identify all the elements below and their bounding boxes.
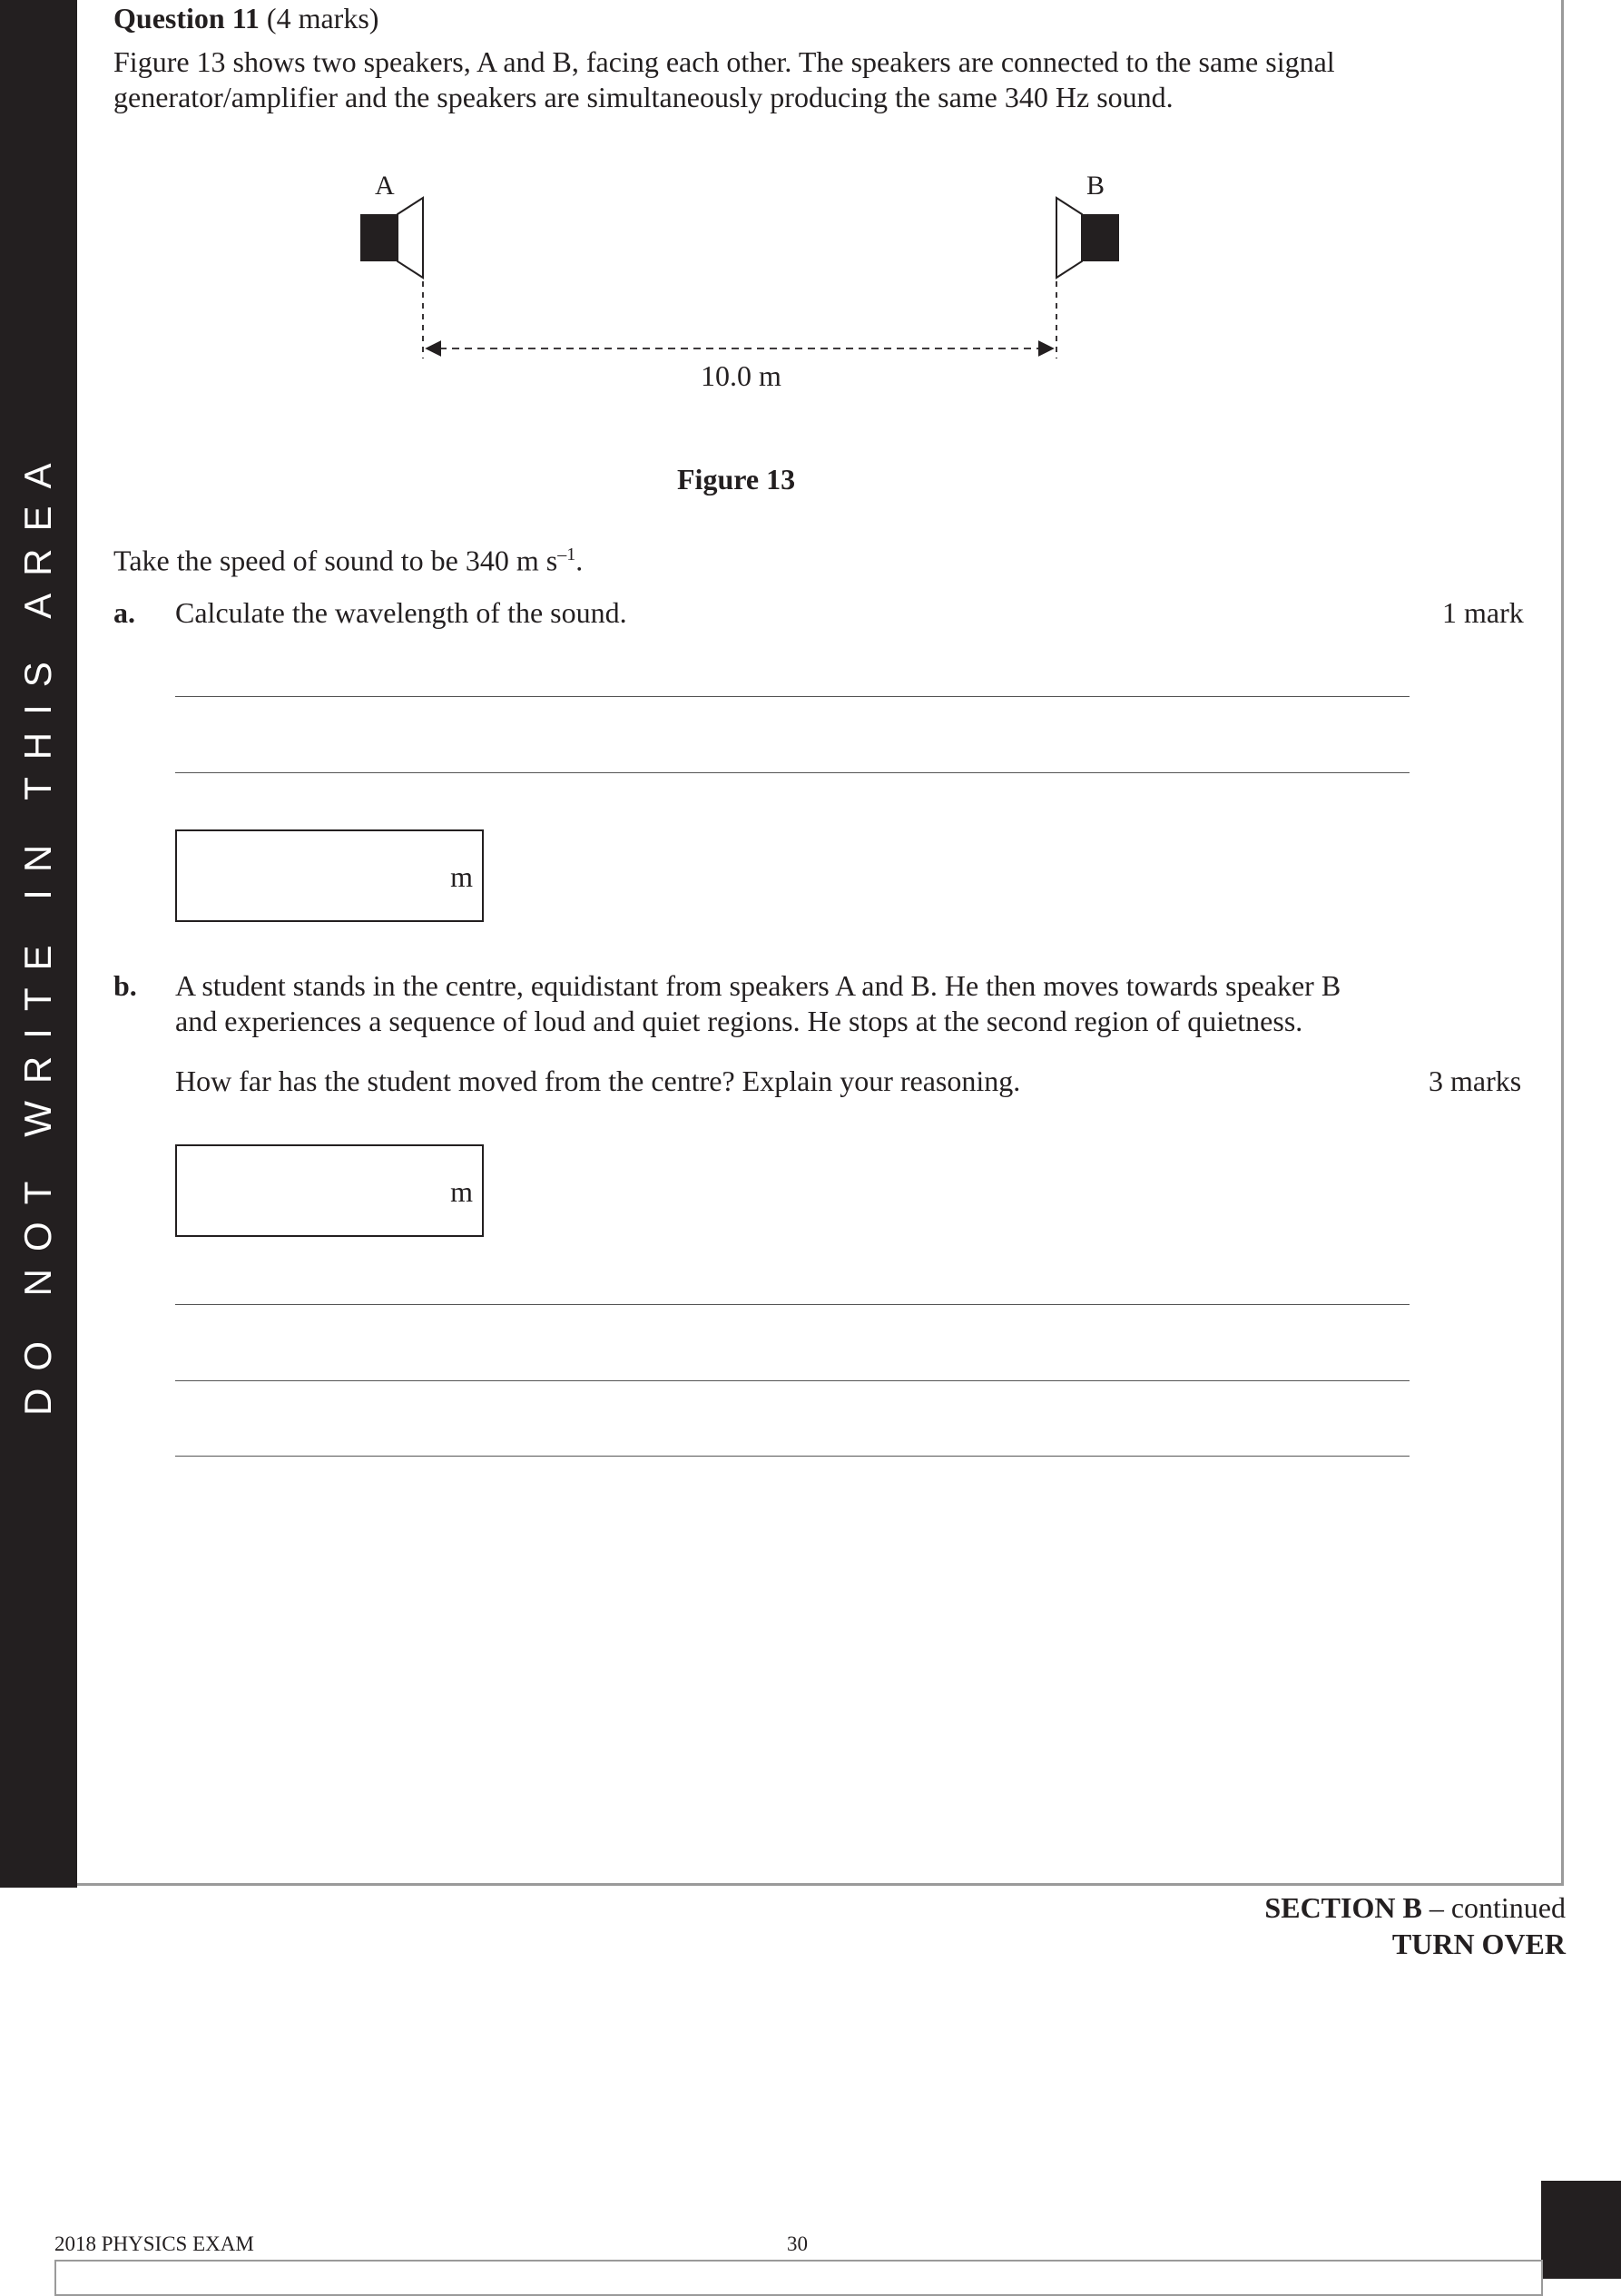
figure-caption: Figure 13 xyxy=(677,463,796,496)
speed-text: Take the speed of sound to be 340 m s xyxy=(113,544,558,577)
speaker-a-label: A xyxy=(375,171,395,201)
part-b-working-line-1[interactable] xyxy=(175,1304,1410,1305)
part-a-label: a. xyxy=(113,596,135,629)
question-intro-line1: Figure 13 shows two speakers, A and B, facing each other. The speakers are connected to the same signal xyxy=(113,45,1335,78)
corner-black-block xyxy=(1541,2181,1621,2279)
speaker-b-icon xyxy=(1056,198,1119,278)
two-speakers-diagram xyxy=(345,182,1144,372)
part-b-answer-box[interactable] xyxy=(175,1144,484,1237)
speed-statement xyxy=(113,536,583,579)
part-b-label: b. xyxy=(113,969,137,1002)
part-a-working-line-2[interactable] xyxy=(175,772,1410,773)
footer-frame xyxy=(54,2260,1543,2296)
question-heading xyxy=(113,0,378,36)
part-a-marks: 1 mark xyxy=(1442,596,1524,629)
speed-exponent: –1 xyxy=(557,545,576,564)
speaker-b-label: B xyxy=(1086,171,1105,201)
question-marks: (4 marks) xyxy=(266,2,379,34)
footer-exam-name: 2018 PHYSICS EXAM xyxy=(54,2232,254,2255)
question-intro-line2: generator/amplifier and the speakers are simultaneously producing the same 340 Hz sound. xyxy=(113,81,1174,113)
section-name: SECTION B xyxy=(1264,1891,1422,1924)
section-continued xyxy=(1264,1889,1566,1926)
do-not-write-banner: DO NOT WRITE IN THIS AREA xyxy=(16,446,59,1416)
part-a-question: Calculate the wavelength of the sound. xyxy=(175,596,627,629)
part-a-working-line-1[interactable] xyxy=(175,696,1410,697)
speaker-a-icon xyxy=(360,198,423,278)
part-b-marks: 3 marks xyxy=(1429,1065,1522,1097)
turn-over: TURN OVER xyxy=(1391,1928,1566,1960)
part-b-line1: A student stands in the centre, equidistant from speakers A and B. He then moves towards speaker B xyxy=(175,969,1341,1002)
part-b-working-line-3[interactable] xyxy=(175,1456,1410,1457)
continued-suffix: – continued xyxy=(1421,1891,1566,1924)
part-b-question: How far has the student moved from the centre? Explain your reasoning. xyxy=(175,1065,1021,1097)
distance-label: 10.0 m xyxy=(701,359,781,392)
footer-page-number: 30 xyxy=(787,2232,808,2255)
part-b-unit: m xyxy=(450,1175,473,1208)
part-b-line2: and experiences a sequence of loud and quiet regions. He stops at the second region of quietness. xyxy=(175,1005,1303,1037)
speed-period: . xyxy=(575,544,584,577)
part-a-unit: m xyxy=(450,860,473,893)
part-b-working-line-2[interactable] xyxy=(175,1380,1410,1381)
part-a-answer-box[interactable] xyxy=(175,829,484,922)
question-title: Question 11 xyxy=(113,2,260,34)
